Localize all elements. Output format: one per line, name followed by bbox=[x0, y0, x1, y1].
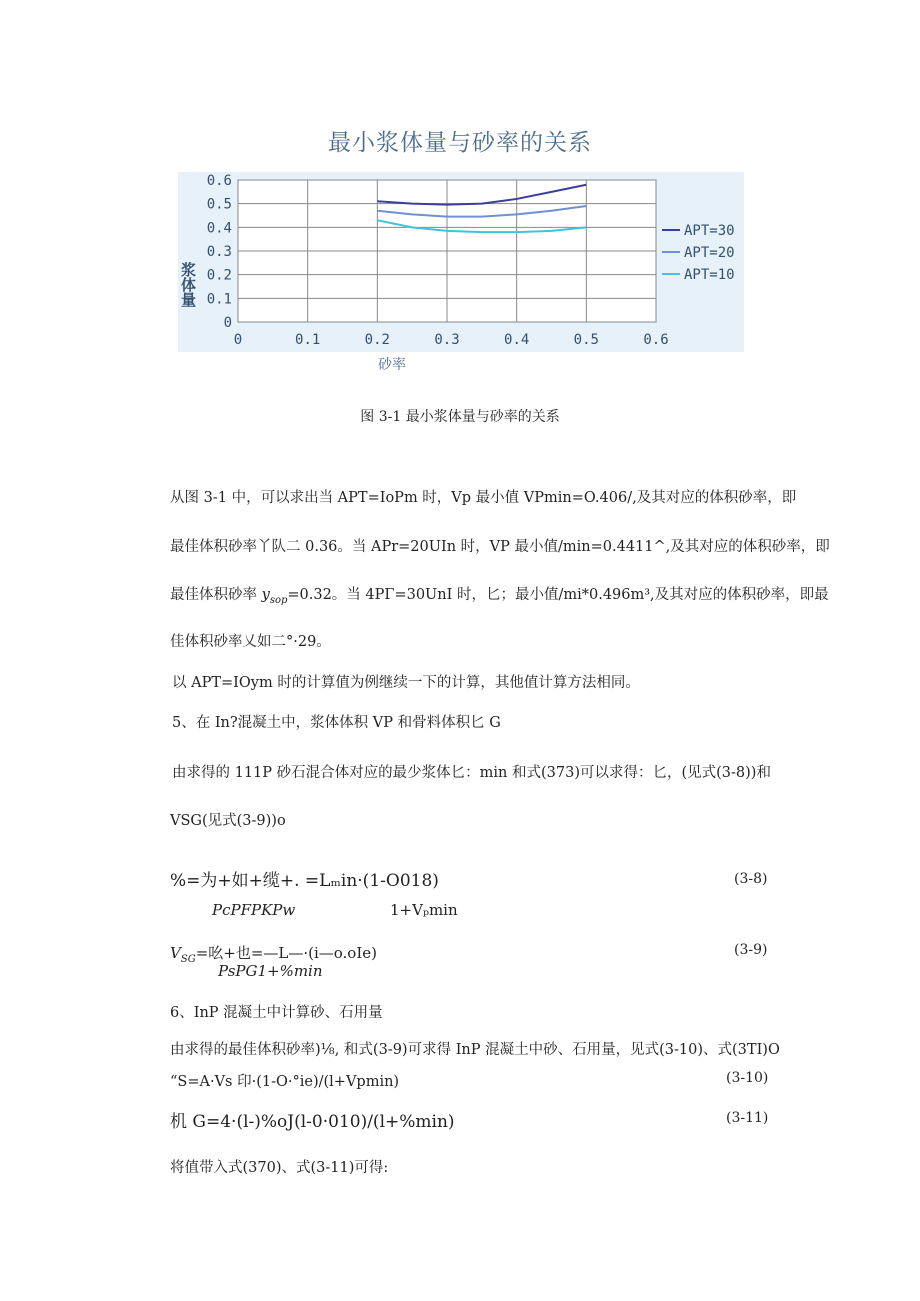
paragraph-1-line-1: 从图 3-1 中，可以求出当 APT=IoPm 时，Vp 最小值 VPmin=O.406/,及其对应的体积砂率，即 bbox=[170, 490, 797, 506]
equation-3-9-number: (3-9) bbox=[734, 942, 768, 958]
legend-label: APT=30 bbox=[684, 223, 735, 239]
y-tick-label: 0.1 bbox=[206, 291, 232, 308]
paragraph-3-line-2: VSG(见式(3-9))o bbox=[170, 813, 286, 829]
y-axis-label: 浆体量 bbox=[179, 262, 197, 307]
paragraph-1-line-3 bbox=[170, 583, 829, 606]
heading-6: 6、InP 混凝土中计算砂、石用量 bbox=[170, 1005, 383, 1021]
legend-label: APT=10 bbox=[684, 267, 735, 283]
heading-5: 5、在 In?混凝土中，浆体体积 VP 和骨料体积匕 G bbox=[172, 715, 501, 731]
y-tick-label: 0.6 bbox=[206, 173, 232, 189]
equation-3-10: “S=A·Vs 印·(1-O·°ie)/(l+Vpmin) bbox=[170, 1074, 400, 1090]
figure-caption: 图 3-1 最小浆体量与砂率的关系 bbox=[360, 409, 560, 425]
equation-3-8-denominator-right: 1+Vₚmin bbox=[390, 901, 458, 919]
equation-3-9-rest: =吆+也=—L—·(i—o.oIe) bbox=[195, 944, 377, 962]
legend-label: APT=20 bbox=[684, 245, 735, 261]
paragraph-5: 将值带入式(370)、式(3-11)可得: bbox=[170, 1160, 389, 1176]
symbol-y-sub: sop bbox=[269, 594, 288, 606]
x-tick-label: 0.6 bbox=[643, 332, 669, 348]
y-tick-label: 0.3 bbox=[206, 244, 232, 260]
equation-3-10-number: (3-10) bbox=[726, 1070, 769, 1086]
equation-3-11-number: (3-11) bbox=[726, 1110, 769, 1126]
x-tick-label: 0.1 bbox=[295, 332, 321, 348]
equation-3-8-number: (3-8) bbox=[734, 871, 768, 887]
x-tick-label: 0.3 bbox=[434, 332, 460, 348]
equation-3-8-denominator-left: PcPFPKPw bbox=[212, 901, 296, 919]
paragraph-1-line-2: 最佳体积砂率丫队二 0.36。当 APr=20UIn 时，VP 最小值/min=0.4411^,及其对应的体积砂率，即 bbox=[170, 539, 830, 555]
paragraph-1-line-3b: =0.32。当 4PΓ=30UnI 时，匕；最小值/mi*0.496m³,及其对应的体积砂率，即最 bbox=[287, 587, 829, 603]
equation-3-8: %=为+如+缆+. =Lₘin·(1-O018) bbox=[170, 871, 439, 891]
x-axis-label: 砂率 bbox=[378, 357, 406, 373]
x-tick-label: 0.4 bbox=[504, 332, 530, 348]
chart-title: 最小浆体量与砂率的关系 bbox=[328, 130, 592, 156]
equation-3-9-v: V bbox=[170, 944, 181, 962]
paragraph-1-line-4: 佳体积砂率乂如二°·29。 bbox=[170, 634, 331, 650]
paragraph-3-line-1: 由求得的 111P 砂石混合体对应的最少浆体匕：min 和式(373)可以求得：匕，(见式(3-8))和 bbox=[172, 765, 771, 781]
y-tick-label: 0.5 bbox=[206, 196, 232, 213]
x-tick-label: 0.5 bbox=[573, 332, 599, 348]
x-tick-label: 0.2 bbox=[364, 332, 390, 348]
paragraph-2: 以 APT=IOym 时的计算值为例继续一下的计算，其他值计算方法相同。 bbox=[172, 675, 640, 691]
equation-3-9-sub: SG bbox=[180, 954, 196, 965]
x-tick-label: 0 bbox=[233, 332, 243, 348]
equation-3-9-denominator: PsPG1+%min bbox=[218, 962, 323, 980]
symbol-y: y bbox=[261, 587, 270, 603]
y-tick-label: 0.4 bbox=[206, 220, 232, 237]
paragraph-1-line-3a: 最佳体积砂率 bbox=[170, 587, 262, 603]
equation-3-11: 机 G=4·(l-)%oJ(l-0·010)/(l+%min) bbox=[170, 1112, 455, 1132]
chart bbox=[178, 172, 744, 352]
y-tick-label: 0 bbox=[223, 315, 232, 331]
paragraph-4: 由求得的最佳体积砂率)⅛, 和式(3-9)可求得 InP 混凝土中砂、石用量，见式(3-10)、式(3TI)O bbox=[170, 1042, 780, 1058]
y-tick-label: 0.2 bbox=[206, 267, 232, 284]
